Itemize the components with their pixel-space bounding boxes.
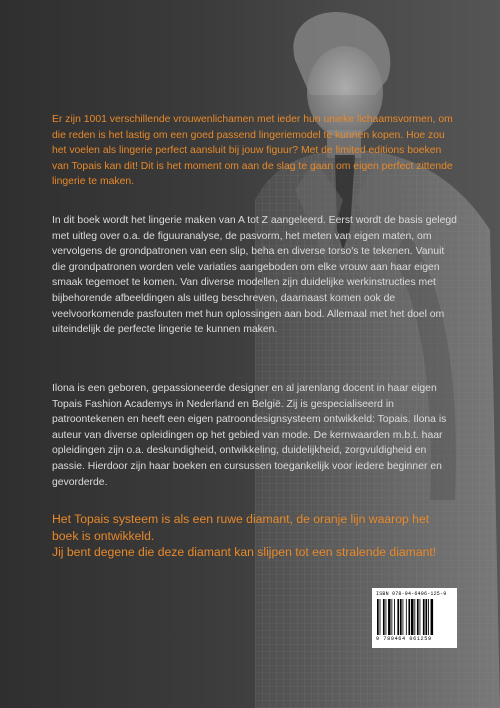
barcode-bar: [425, 599, 427, 635]
barcode-bar: [380, 599, 381, 635]
intro-paragraph: Er zijn 1001 verschillende vrouwenlichamen met ieder hun unieke lichaamsvormen, om die reden is het lastig om een goed passend lingeriemodel te kunnen kopen. Hoe zou het voelen als lingerie perfect aansluit bij jouw figuur? Met de limited editions boeken van Topais kan dit! Dit is het moment om aan de slag te gaan om eigen perfect zittende lingerie te maken.: [52, 114, 453, 188]
isbn-label: ISBN 978-94-6406-125-9: [376, 591, 447, 597]
slogan-line-2: Jij bent degene die deze diamant kan slijpen tot een stralende diamant!: [52, 545, 437, 559]
barcode-bar: [400, 599, 402, 635]
slogan: [52, 511, 457, 561]
author-bio: [52, 381, 457, 490]
isbn-digits: 9 789464 061259: [376, 636, 432, 642]
book-description-paragraph: In dit boek wordt het lingerie maken van A tot Z aangeleerd. Eerst wordt de basis gelegd met uitleg over o.a. de figuuranalyse, de pasvorm, het meten van eigen maten, om vervolgens de grondpatronen van een slip, beha en diverse torso's te tekenen. Vanuit die grondpatronen worden vele variaties aangeboden om elke vrouw aan haar eigen smaak tegemoet te komen. Van diverse modellen zijn duidelijke werkinstructies met bijbehorende afbeeldingen als uitleg beschreven, daarnaast komen ook de veelvoorkomende pasfouten met hun oplossingen aan bod. Allemaal met het doel om uiteindelijk de perfecte lingerie te kunnen maken.: [52, 215, 457, 336]
intro-text: [52, 112, 457, 190]
author-bio-paragraph: Ilona is een geboren, gepassioneerde designer en al jarenlang docent in haar eigen Topais Fashion Academys in Nederland en België. Zij is gespecialiseerd in patroontekenen en heeft een eigen patroondesignsysteem ontwikkeld: Topais. Ilona is auteur van diverse opleidingen op het gebied van mode. De kernwaarden m.b.t. haar opleidingen zijn o.a. deskundigheid, ontwikkeling, duidelijkheid, zorgvuldigheid en passie. Hierdoor zijn haar boeken en cursussen toegankelijk voor iedere beginner en gevorderde.: [52, 383, 447, 488]
barcode-bars: [376, 599, 453, 635]
barcode-bar: [408, 599, 410, 635]
barcode-bar: [388, 599, 391, 635]
barcode-bar: [391, 599, 392, 635]
barcode-bar: [428, 599, 429, 635]
barcode-bar: [397, 599, 399, 635]
barcode-bar: [431, 599, 434, 635]
barcode-bar: [423, 599, 425, 635]
barcode-bar: [383, 599, 385, 635]
barcode-bar: [406, 599, 407, 635]
book-description: [52, 213, 457, 338]
barcode-bar: [414, 599, 415, 635]
barcode-bar: [417, 599, 419, 635]
barcode-bar: [386, 599, 387, 635]
barcode-bar: [403, 599, 404, 635]
barcode-bar: [411, 599, 414, 635]
barcode-bar: [394, 599, 395, 635]
slogan-line-1: Het Topais systeem is als een ruwe diamant, de oranje lijn waarop het boek is ontwikkeld.: [52, 512, 430, 543]
isbn-barcode: [372, 588, 457, 648]
barcode-bar: [377, 599, 379, 635]
barcode-bar: [420, 599, 421, 635]
